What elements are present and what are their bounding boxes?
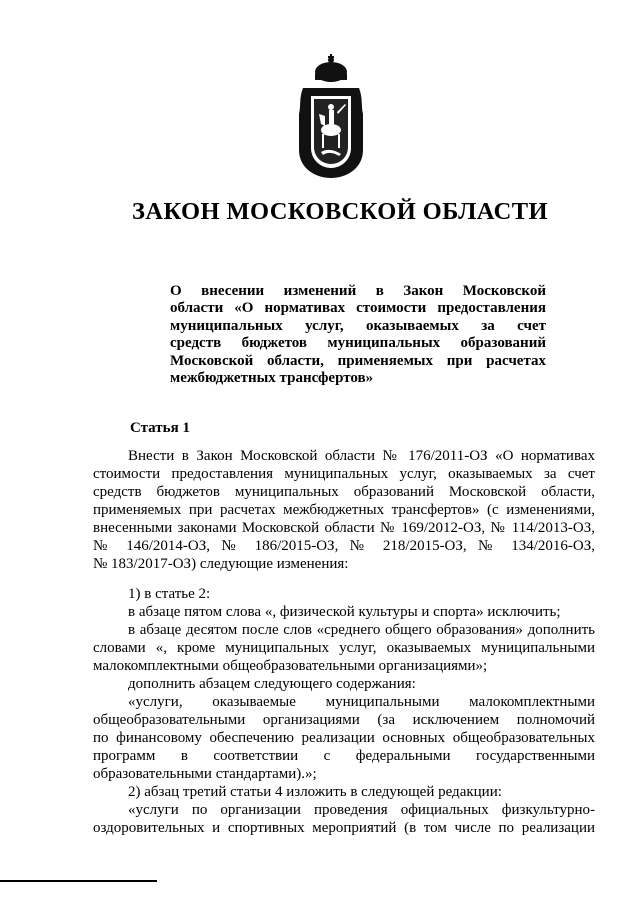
footnote-separator [0,880,157,882]
body-line: средств бюджетов муниципальных образований Московской области, [93,484,595,500]
amendments [93,585,595,837]
body-line: оздоровительных и спортивных мероприятий (в том числе по реализации [93,820,595,836]
subject-line: Московской области, применяемых при расчетах [170,352,546,369]
crown-icon [315,54,347,82]
body-line: внесенными законами Московской области № 169/2012-ОЗ, № 114/2013-ОЗ, [93,520,595,536]
law-subject [170,283,546,387]
subject-line: О внесении изменений в Закон Московской [170,283,546,299]
body-line: № 183/2017-ОЗ) следующие изменения: [93,556,349,572]
subject-line: межбюджетных трансфертов» [170,370,374,387]
body-line: общеобразовательными организациями (за исключением полномочий [93,712,595,728]
body-line: «услуги, оказываемые муниципальными малокомплектными [128,694,595,710]
body-line: стоимости предоставления муниципальных услуг, оказываемых за счет [93,466,595,482]
law-title: ЗАКОН МОСКОВСКОЙ ОБЛАСТИ [132,198,548,225]
body-line: в абзаце десятом после слов «среднего общего образования» дополнить [128,622,595,638]
subject-line: области «О нормативах стоимости предоставления [170,300,546,317]
subject-line: муниципальных услуг, оказываемых за счет [170,317,546,334]
body-line: в абзаце пятом слова «, физической культуры и спорта» исключить; [128,604,561,620]
body-line: Внести в Закон Московской области № 176/2011-ОЗ «О нормативах [128,448,595,464]
body-line: применяемых при расчетах межбюджетных трансфертов» (с изменениями, [93,502,595,518]
body-line: малокомплектными общеобразовательными организациями»; [93,658,488,674]
body-line: дополнить абзацем следующего содержания: [128,676,416,692]
body-line: программ в соответствии с федеральными государственными [93,748,595,764]
body-line: 1) в статье 2: [128,586,211,602]
body-line: по финансовому обеспечению реализации основных общеобразовательных [93,730,595,746]
body-line: словами «, кроме муниципальных услуг, оказываемых муниципальными [93,640,595,656]
body-line: 2) абзац третий статьи 4 изложить в следующей редакции: [128,784,502,800]
coat-of-arms-emblem [295,52,367,180]
body-line: «услуги по организации проведения официальных физкультурно- [128,802,595,818]
paragraph-main [93,447,595,573]
article-heading: Статья 1 [130,420,190,436]
body-line: образовательными стандартами).»; [93,766,317,782]
body-line: № 146/2014-ОЗ, № 186/2015-ОЗ, № 218/2015-ОЗ, № 134/2016-ОЗ, [93,538,595,554]
subject-line: средств бюджетов муниципальных образований [170,335,546,352]
